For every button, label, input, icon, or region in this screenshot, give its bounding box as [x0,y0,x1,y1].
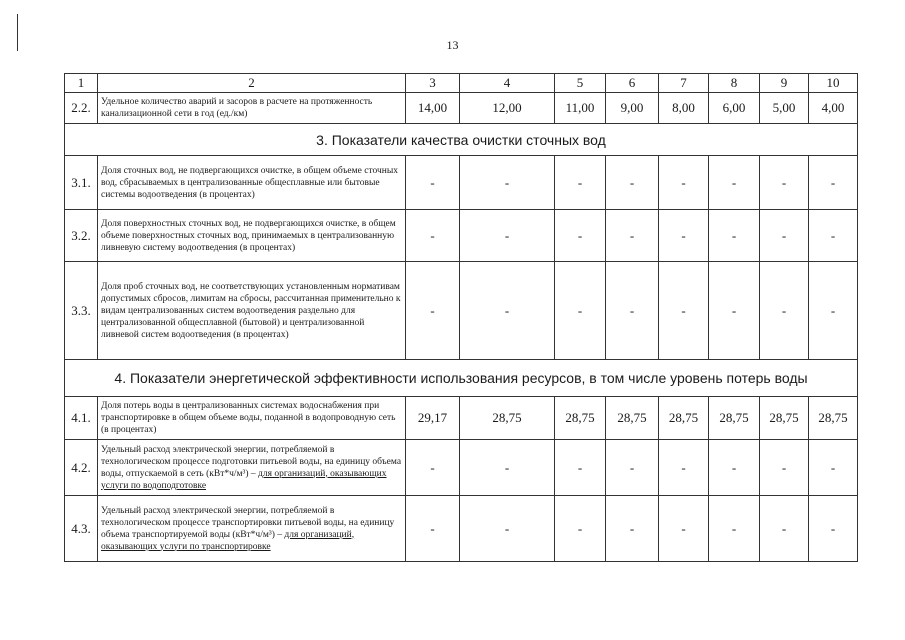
col-header: 7 [659,74,709,93]
row-number: 4.3. [65,496,98,562]
value-cell: - [406,262,460,360]
description-underlined: для организаций, оказывающих услуги по транспортировке [101,529,355,552]
page-number: 13 [446,38,459,52]
row-description: Доля потерь воды в централизованных системах водоснабжения при транспортировке в общем объеме воды, поданной в водопроводную сеть (в процентах) [98,397,406,440]
table-row [65,440,858,496]
col-header: 6 [606,74,659,93]
value-cell: 28,75 [760,397,809,440]
value-cell: - [406,210,460,262]
value-cell: 8,00 [659,93,709,124]
value-cell: - [709,440,760,496]
value-cell: - [659,496,709,562]
value-cell: - [460,496,555,562]
value-cell: - [659,262,709,360]
row-description: Удельное количество аварий и засоров в расчете на протяженность канализационной сети в год (ед./км) [98,93,406,124]
value-cell: 9,00 [606,93,659,124]
row-number: 3.1. [65,156,98,210]
col-header: 4 [460,74,555,93]
table-row [65,397,858,440]
row-description: Доля сточных вод, не подвергающихся очистке, в общем объеме сточных вод, сбрасываемых в централизованные общесплавные или бытовые системы водоотведения (в процентах) [98,156,406,210]
row-number: 3.2. [65,210,98,262]
row-number: 3.3. [65,262,98,360]
value-cell: - [406,496,460,562]
value-cell: - [659,210,709,262]
column-numbers-row [65,74,858,93]
value-cell: - [606,210,659,262]
value-cell: - [406,156,460,210]
table-row [65,210,858,262]
table-row [65,262,858,360]
section-title: 4. Показатели энергетической эффективности использования ресурсов, в том числе уровень потерь воды [65,360,858,397]
value-cell: - [809,156,858,210]
section-row [65,124,858,156]
table-row [65,496,858,562]
row-description: Доля проб сточных вод, не соответствующих установленным нормативам допустимых сбросов, лимитам на сбросы, рассчитанная применительно к видам централизованных систем водоотведения раздельно для централизованной общесплавной (бытовой) и централизованной ливневой систем водоотведения (в процентах) [98,262,406,360]
col-header: 9 [760,74,809,93]
row-number: 4.2. [65,440,98,496]
value-cell: - [460,210,555,262]
value-cell: - [606,496,659,562]
value-cell: - [809,262,858,360]
row-number: 4.1. [65,397,98,440]
col-header: 1 [65,74,98,93]
value-cell: 5,00 [760,93,809,124]
value-cell: - [709,262,760,360]
value-cell: - [809,440,858,496]
value-cell: - [555,210,606,262]
section-row [65,360,858,397]
value-cell: 4,00 [809,93,858,124]
row-description [98,440,406,496]
value-cell: - [760,210,809,262]
value-cell: 28,75 [606,397,659,440]
value-cell: - [709,496,760,562]
value-cell: - [659,156,709,210]
col-header: 3 [406,74,460,93]
col-header: 10 [809,74,858,93]
value-cell: - [460,262,555,360]
indicators-table [64,73,858,562]
row-description: Доля поверхностных сточных вод, не подвергающихся очистке, в общем объеме поверхностных сточных вод, принимаемых в централизованную ливневую систему водоотведения (в процентах) [98,210,406,262]
table-row [65,93,858,124]
value-cell: - [606,262,659,360]
value-cell: - [809,210,858,262]
value-cell: - [809,496,858,562]
value-cell: - [709,210,760,262]
value-cell: - [760,262,809,360]
value-cell: 28,75 [659,397,709,440]
value-cell: - [606,440,659,496]
value-cell: 6,00 [709,93,760,124]
value-cell: - [555,496,606,562]
description-underlined: для организаций, оказывающих услуги по водоподготовке [101,468,387,491]
value-cell: 14,00 [406,93,460,124]
value-cell: 28,75 [709,397,760,440]
value-cell: - [760,496,809,562]
value-cell: - [709,156,760,210]
value-cell: - [659,440,709,496]
value-cell: 28,75 [460,397,555,440]
value-cell: 11,00 [555,93,606,124]
value-cell: - [460,156,555,210]
section-title: 3. Показатели качества очистки сточных вод [65,124,858,156]
col-header: 8 [709,74,760,93]
description-text: Удельный расход электрической энергии, потребляемой в технологическом процессе транспортировки питьевой воды, на единицу объема транспортируемой воды (кВт*ч/м³) – [101,505,395,540]
value-cell: 29,17 [406,397,460,440]
value-cell: - [555,156,606,210]
col-header: 5 [555,74,606,93]
value-cell: - [555,440,606,496]
col-header: 2 [98,74,406,93]
row-description [98,496,406,562]
value-cell: - [760,156,809,210]
value-cell: - [406,440,460,496]
value-cell: - [760,440,809,496]
value-cell: - [555,262,606,360]
value-cell: 28,75 [809,397,858,440]
description-text: Удельный расход электрической энергии, потребляемой в технологическом процессе подготовки питьевой воды, на единицу объема воды, отпускаемой в сеть (кВт*ч/м³) – [101,444,402,479]
row-number: 2.2. [65,93,98,124]
value-cell: 28,75 [555,397,606,440]
value-cell: 12,00 [460,93,555,124]
value-cell: - [606,156,659,210]
table-row [65,156,858,210]
value-cell: - [460,440,555,496]
